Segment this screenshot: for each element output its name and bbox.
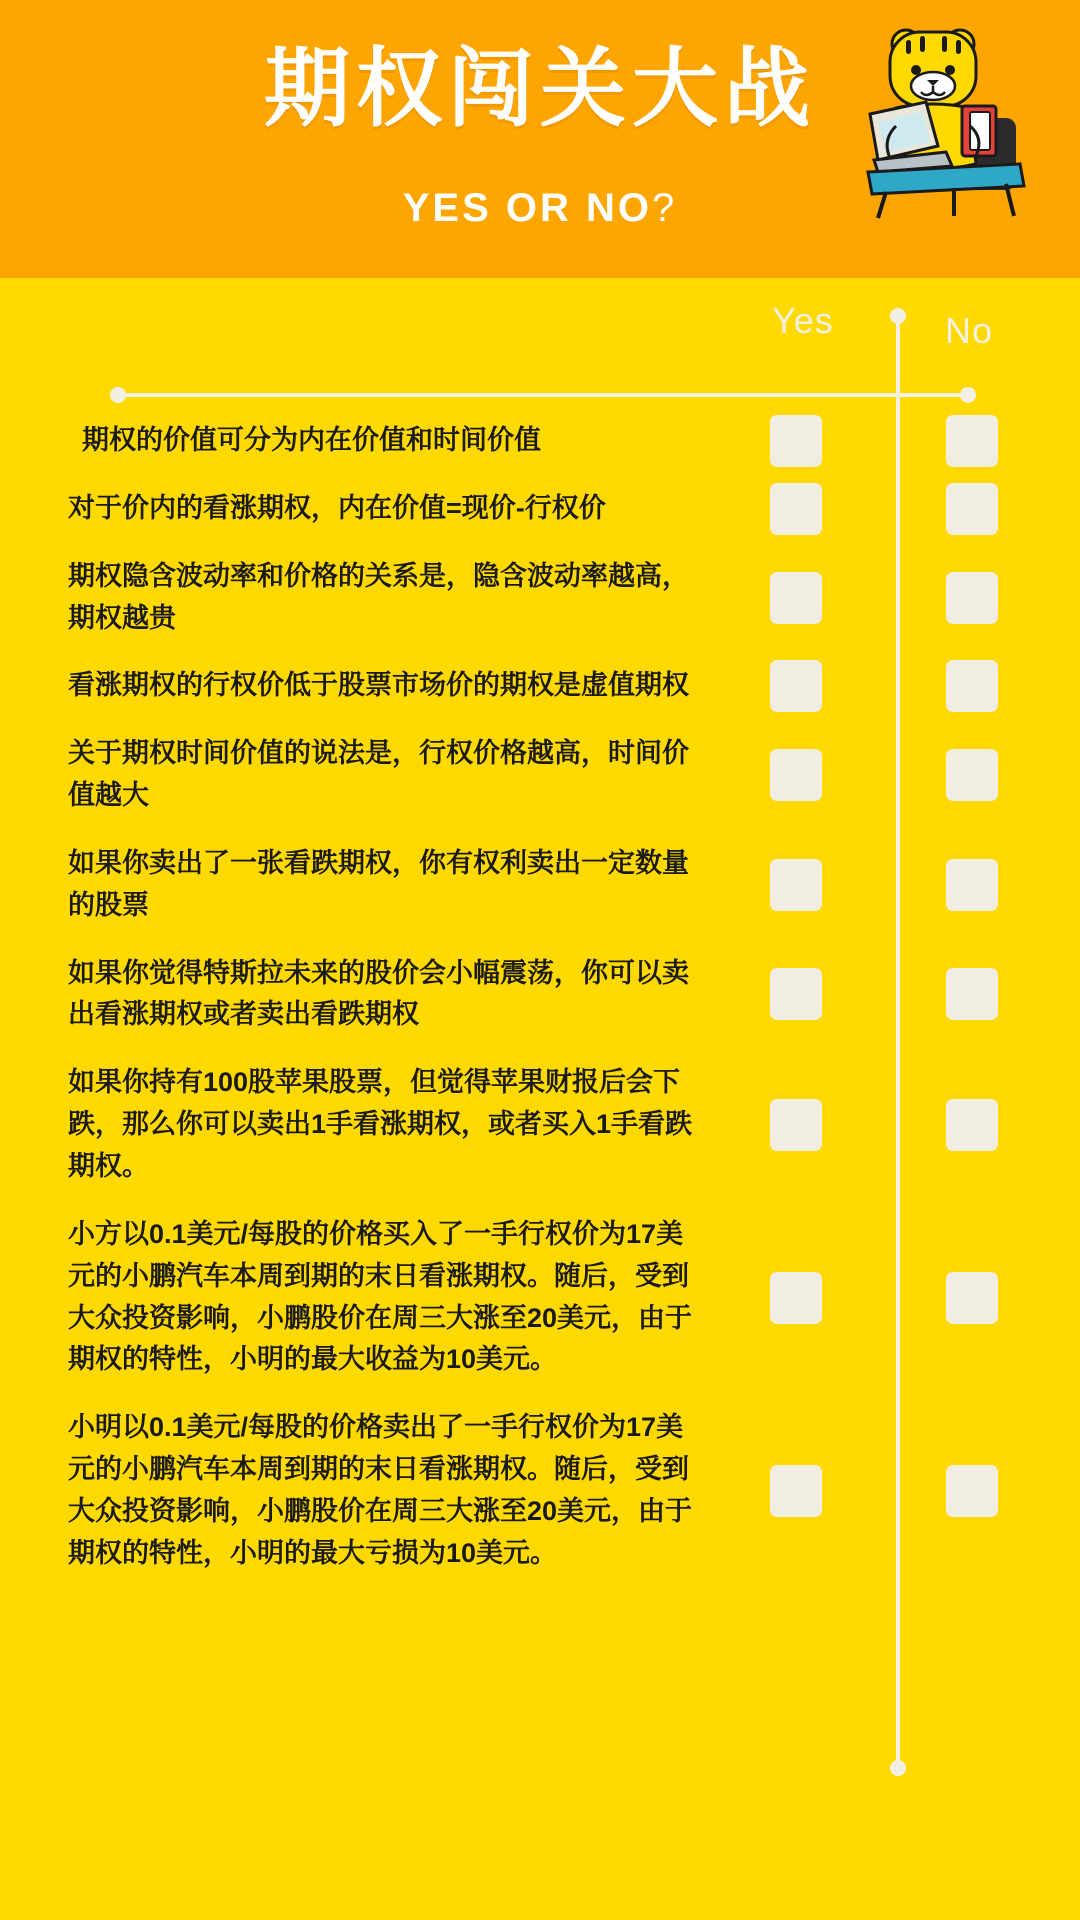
question-row — [0, 733, 1080, 817]
question-row — [0, 953, 1080, 1037]
question-row — [0, 1407, 1080, 1574]
checkbox-yes[interactable] — [770, 415, 822, 467]
checkbox-yes[interactable] — [770, 660, 822, 712]
checkbox-yes[interactable] — [770, 859, 822, 911]
checkbox-no[interactable] — [946, 1099, 998, 1151]
tiger-with-laptop-icon — [834, 22, 1044, 222]
question-row — [0, 556, 1080, 640]
checkbox-yes[interactable] — [770, 1272, 822, 1324]
checkbox-no[interactable] — [946, 1272, 998, 1324]
checkbox-no[interactable] — [946, 1465, 998, 1517]
question-text: 关于期权时间价值的说法是，行权价格越高，时间价值越大 — [68, 738, 689, 811]
horizontal-divider-dot-left — [110, 387, 126, 403]
question-text: 如果你卖出了一张看跌期权，你有权利卖出一定数量的股票 — [68, 847, 689, 920]
page-title: 期权闯关大战 — [264, 41, 816, 137]
question-row — [0, 420, 1080, 462]
question-list — [0, 420, 1080, 1601]
checkbox-no[interactable] — [946, 415, 998, 467]
question-row — [0, 488, 1080, 530]
checkbox-no[interactable] — [946, 572, 998, 624]
checkbox-no[interactable] — [946, 859, 998, 911]
question-text: 看涨期权的行权价低于股票市场价的期权是虚值期权 — [68, 670, 689, 701]
question-text: 小明以0.1美元/每股的价格卖出了一手行权价为17美元的小鹏汽车本周到期的末日看涨期权。随后，受到大众投资影响，小鹏股价在周三大涨至20美元，由于期权的特性，小明的最大亏损为10美元。 — [68, 1412, 693, 1568]
checkbox-yes[interactable] — [770, 572, 822, 624]
checkbox-yes[interactable] — [770, 1099, 822, 1151]
question-row — [0, 665, 1080, 707]
checkbox-no[interactable] — [946, 968, 998, 1020]
column-header-yes: Yes — [772, 300, 834, 341]
question-text: 小方以0.1美元/每股的价格买入了一手行权价为17美元的小鹏汽车本周到期的末日看涨期权。随后，受到大众投资影响，小鹏股价在周三大涨至20美元，由于期权的特性，小明的最大收益为10美元。 — [68, 1218, 693, 1375]
checkbox-no[interactable] — [946, 749, 998, 801]
question-row — [0, 1062, 1080, 1188]
question-text: 期权的价值可分为内在价值和时间价值 — [82, 425, 541, 455]
checkbox-yes[interactable] — [770, 1465, 822, 1517]
question-row — [0, 843, 1080, 927]
question-text: 期权隐含波动率和价格的关系是，隐含波动率越高，期权越贵 — [68, 560, 689, 633]
checkbox-no[interactable] — [946, 660, 998, 712]
question-text: 对于价内的看涨期权，内在价值=现价-行权价 — [68, 492, 606, 523]
vertical-divider-dot-top — [890, 308, 906, 324]
question-text: 如果你觉得特斯拉未来的股价会小幅震荡，你可以卖出看涨期权或者卖出看跌期权 — [68, 957, 689, 1030]
page-subtitle-question-mark: ? — [652, 186, 678, 230]
checkbox-no[interactable] — [946, 483, 998, 535]
column-header-no: No — [945, 310, 994, 351]
checkbox-yes[interactable] — [770, 749, 822, 801]
checkbox-yes[interactable] — [770, 968, 822, 1020]
horizontal-divider — [116, 393, 968, 397]
page-subtitle-main: YES OR NO — [402, 186, 652, 230]
vertical-divider-dot-bottom — [890, 1760, 906, 1776]
question-text: 如果你持有100股苹果股票，但觉得苹果财报后会下跌，那么你可以卖出1手看涨期权，或者买入1手看跌期权。 — [68, 1067, 693, 1181]
question-row — [0, 1214, 1080, 1381]
checkbox-yes[interactable] — [770, 483, 822, 535]
horizontal-divider-dot-right — [960, 387, 976, 403]
page-header — [0, 0, 1080, 278]
